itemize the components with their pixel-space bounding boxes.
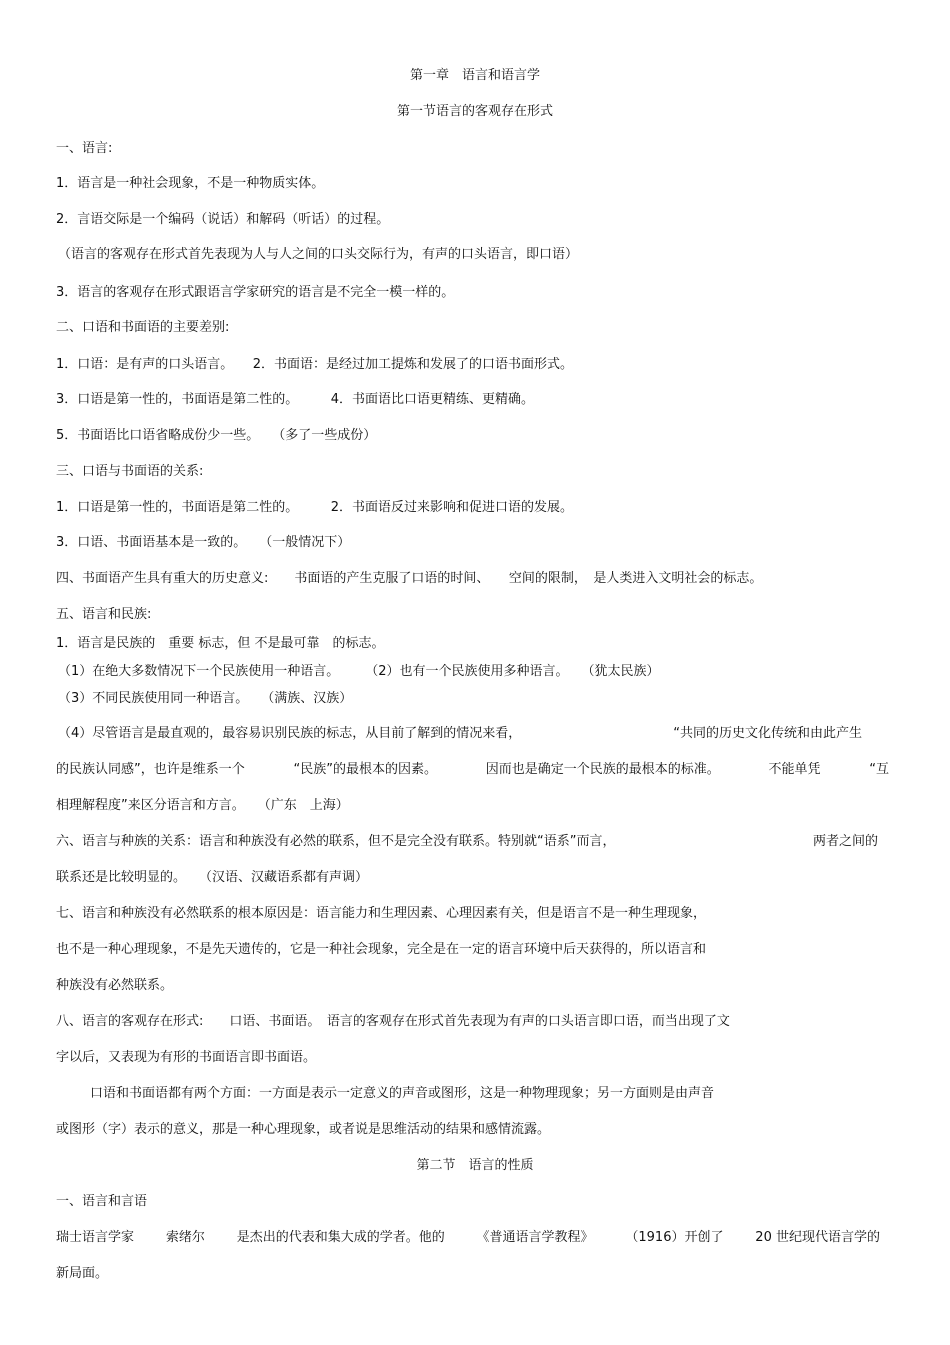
paragraph: 1．语言是民族的 重要 标志，但 不是最可靠 的标志。 [56,636,385,651]
section-title: 第二节 语言的性质 [416,1158,534,1173]
paragraph: 种族没有必然联系。 [56,978,174,993]
text-run: 是杰出的代表和集大成的学者。他的 [236,1230,445,1245]
chapter-title: 第一章 语言和语言学 [409,68,540,83]
paragraph: 3．口语、书面语基本是一致的。 （一般情况下） [56,535,351,550]
heading: 八、语言的客观存在形式: 口语、书面语。 语言的客观存在形式首先表现为有声的口头语言即口语，而当出现了文 [56,1014,730,1029]
text-run: 因而也是确定一个民族的最根本的标准。 [485,762,720,777]
text-run: “互 [869,762,889,777]
text-run: （1916）开创了 [625,1230,724,1245]
paragraph: 3．口语是第一性的，书面语是第二性的。 4．书面语比口语更精练、更精确。 [56,392,535,407]
paragraph: 1．语言是一种社会现象，不是一种物质实体。 [56,176,325,191]
heading: 二、口语和书面语的主要差别: [56,320,230,335]
paragraph: （语言的客观存在形式首先表现为人与人之间的口头交际行为，有声的口头语言，即口语） [58,247,579,262]
text-run: 两者之间的 [812,834,878,849]
heading: 一、语言和言语 [56,1194,148,1209]
text-run: “共同的历史文化传统和由此产生 [673,726,862,741]
text-run: “民族”的最根本的因素。 [293,762,437,777]
paragraph: 1．口语：是有声的口头语言。 2．书面语：是经过加工提炼和发展了的口语书面形式。 [56,357,574,372]
text-run: 《普通语言学教程》 [476,1230,594,1245]
paragraph: 相理解程度”来区分语言和方言。 （广东 上海） [56,798,349,813]
paragraph-line [56,1230,880,1246]
text-run: 不能单凭 [768,762,821,777]
text-run: 20 世纪现代语言学的 [755,1230,880,1245]
paragraph: 或图形（字）表示的意义，那是一种心理现象，或者说是思维活动的结果和感情流露。 [56,1122,551,1137]
paragraph: 2．言语交际是一个编码（说话）和解码（听话）的过程。 [56,212,390,227]
text-run: 索绪尔 [165,1230,205,1245]
paragraph: 3．语言的客观存在形式跟语言学家研究的语言是不完全一模一样的。 [56,285,455,300]
paragraph: 字以后，又表现为有形的书面语言即书面语。 [56,1050,317,1065]
text-run: 瑞士语言学家 [56,1230,135,1245]
paragraph: 1．口语是第一性的，书面语是第二性的。 2．书面语反过来影响和促进口语的发展。 [56,500,574,515]
heading: 一、语言: [56,141,113,156]
paragraph: （3）不同民族使用同一种语言。 （满族、汉族） [58,691,353,706]
paragraph: 5．书面语比口语省略成份少一些。 （多了一些成份） [56,428,377,443]
section-title: 第一节语言的客观存在形式 [396,104,553,119]
text-run: 六、语言与种族的关系：语言和种族没有必然的联系，但不是完全没有联系。特别就“语系”而言， [56,834,616,849]
heading: 七、语言和种族没有必然联系的根本原因是：语言能力和生理因素、心理因素有关，但是语言不是一种生理现象， [56,906,707,921]
paragraph: 也不是一种心理现象，不是先天遗传的，它是一种社会现象，完全是在一定的语言环境中后天获得的，所以语言和 [56,942,707,957]
heading: 四、书面语产生具有重大的历史意义: 书面语的产生克服了口语的时间、 空间的限制， 是人类进入文明社会的标志。 [56,571,763,586]
paragraph-line [56,834,878,850]
paragraph-line [58,726,862,742]
paragraph: 联系还是比较明显的。 （汉语、汉藏语系都有声调） [56,870,369,885]
paragraph: 新局面。 [56,1266,109,1281]
text-run: 的民族认同感”，也许是维系一个 [56,762,245,777]
text-run: （4）尽管语言是最直观的，最容易识别民族的标志，从目前了解到的情况来看， [58,726,522,741]
heading: 三、口语与书面语的关系: [56,464,204,479]
paragraph: 口语和书面语都有两个方面：一方面是表示一定意义的声音或图形，这是一种物理现象；另一方面则是由声音 [90,1086,715,1101]
heading: 五、语言和民族: [56,607,152,622]
paragraph-line [56,762,889,778]
paragraph: （1）在绝大多数情况下一个民族使用一种语言。 （2）也有一个民族使用多种语言。 （犹太民族） [58,664,660,679]
